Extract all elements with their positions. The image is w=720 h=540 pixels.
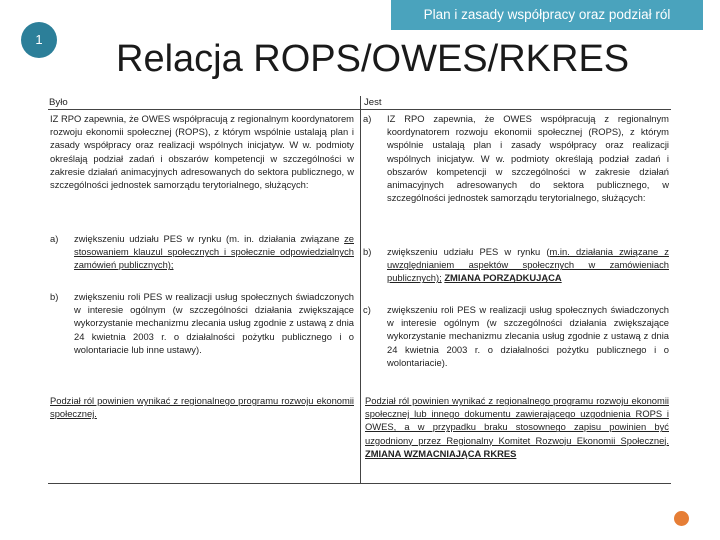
before-item-a-text: zwiększeniu udziału PES w rynku (m. in. działania związane <box>74 233 340 244</box>
after-item-b-change-note: ZMIANA PORZĄDKUJĄCA <box>444 272 562 284</box>
column-heading-before: Było <box>49 97 68 108</box>
after-item-a-marker: a) <box>363 113 372 124</box>
after-item-b-text: zwiększeniu udziału PES w rynku ( <box>387 246 550 257</box>
column-before <box>48 96 356 420</box>
section-banner: Plan i zasady współpracy oraz podział ról <box>391 0 703 30</box>
before-item-b-marker: b) <box>50 291 59 302</box>
before-intro: IZ RPO zapewnia, że OWES współpracują z regionalnym koordynatorem rozwoju ekonomii społecznej (ROPS), z którym wspólnie ustalają plan i zasady współpracy oraz realizacji wspólnych inicjatyw. W w. podmioty określają podział zadań i obszarów kompetencji w szczególności w zakresie działań animacyjnych adresowanych do sektora publicznego, w szczególności jednostek samorządu terytorialnego, służących: <box>50 113 354 191</box>
before-closing <box>50 394 354 420</box>
after-intro: IZ RPO zapewnia, że OWES współpracują z regionalnym koordynatorem rozwoju ekonomii społecznej (ROPS), z którym wspólnie ustalają plan i zasady współpracy oraz realizacji wspólnych inicjatyw. W w. podmioty określają podział zadań i obszarów kompetencji w szczególności w zakresie działań animacyjnych adresowanych do sektora publicznego, w szczególności jednostek samorządu terytorialnego, służących: <box>387 113 669 204</box>
after-item-b-marker: b) <box>363 246 372 257</box>
column-divider <box>360 96 361 484</box>
before-item-a-marker: a) <box>50 233 59 244</box>
before-item-a-underlined: ze stosowaniem klauzul społecznych i społecznie odpowiedzialnych zamówień publicznych); <box>74 233 354 271</box>
after-closing-change-note: ZMIANA WZMACNIAJĄCA RKRES <box>365 447 517 459</box>
column-after <box>363 96 671 459</box>
after-item-b <box>387 245 669 285</box>
after-item-b-underlined: m.in. działania związane z uwzględnianiem aspektów społecznych w zamówieniach publicznych); <box>387 246 669 284</box>
before-item-a <box>74 232 354 272</box>
orange-dot-icon <box>674 511 689 526</box>
after-item-c-marker: c) <box>363 304 371 315</box>
after-item-c: zwiększeniu roli PES w realizacji usług społecznych świadczonych w interesie ogólnym (w szczególności działania zwiększające wykorzystanie mechanizmu zlecania usług zgodnie z ustawą z dnia 24 kwietnia 2003 r. o działalności pożytku publicznego i o wolontariacie). <box>387 304 669 368</box>
after-closing-underlined: Podział ról powinien wynikać z regionalnego programu rozwoju ekonomii społecznej lub innego dokumentu zawierającego uzgodnienia ROPS i OWES, a w przypadku braku stosownego zapisu powinien być uzgodniony przez Regionalny Komitet Rozwoju Ekonomii Społecznej. <box>365 395 669 446</box>
before-closing-underlined: Podział ról powinien wynikać z regionalnego programu rozwoju ekonomii społecznej. <box>50 395 354 420</box>
before-item-b: zwiększeniu roli PES w realizacji usług społecznych świadczonych w interesie ogólnym (w szczególności działania zwiększające wykorzystanie mechanizmu zlecania usług zgodnie z ustawą z dnia 24 kwietnia 2003 r. o działalności pożytku publicznego i o wolontariacie lub inne ustawy). <box>74 291 354 355</box>
slide-number-badge: 1 <box>21 22 57 58</box>
after-closing <box>365 394 669 460</box>
page-title: Relacja ROPS/OWES/RKRES <box>116 38 630 80</box>
column-heading-after: Jest <box>364 97 382 108</box>
